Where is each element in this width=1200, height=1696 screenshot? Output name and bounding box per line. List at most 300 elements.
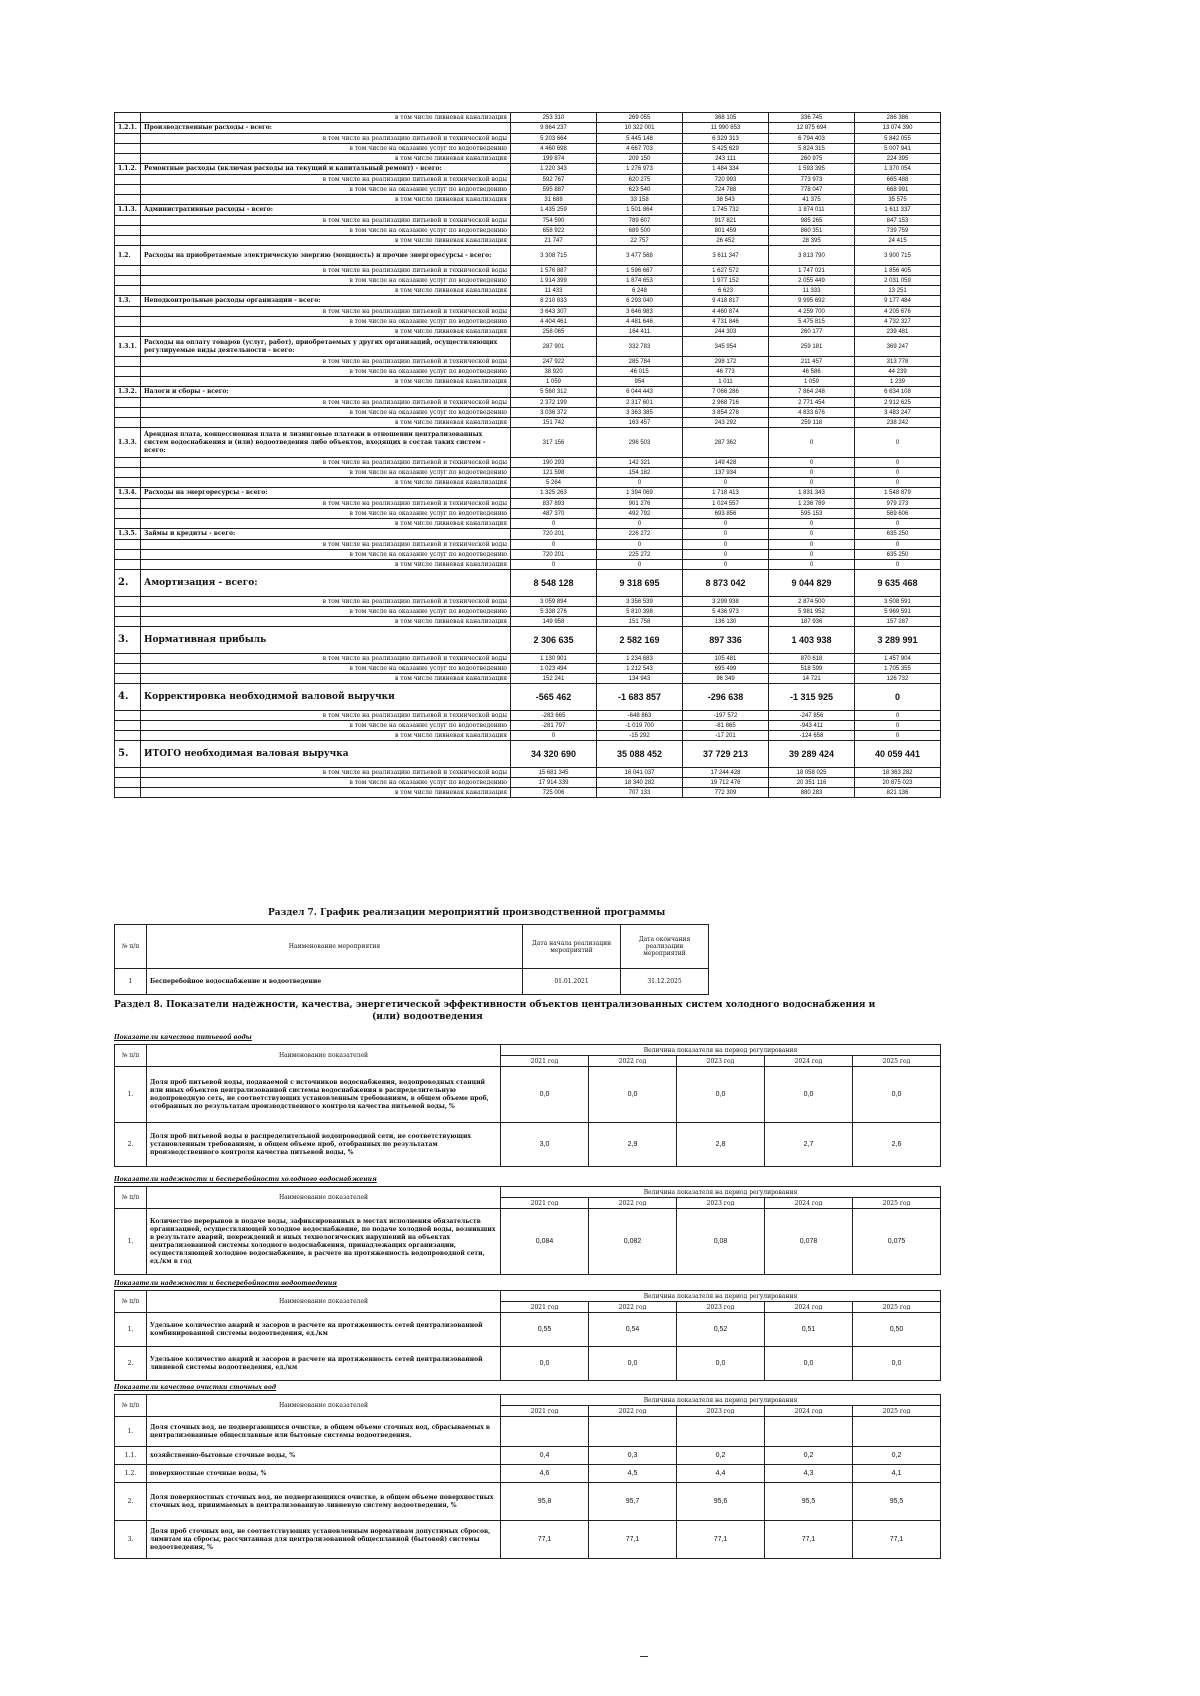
row-label: в том числе на реализацию питьевой и технической воды xyxy=(141,357,511,367)
row-label: ИТОГО необходимая валовая выручка xyxy=(141,741,511,768)
row-value: 3 363 385 xyxy=(597,408,683,418)
row-value: 1 745 732 xyxy=(683,205,769,216)
row-label: в том числе на реализацию питьевой и технической воды xyxy=(141,540,511,550)
indicator-value: 0,0 xyxy=(501,1347,589,1381)
indicator-value: 0,0 xyxy=(853,1067,941,1123)
section-header-row xyxy=(115,1187,941,1198)
row-value: 151 758 xyxy=(597,617,683,627)
finance-row xyxy=(115,398,941,408)
finance-row xyxy=(115,741,941,768)
row-value: 1 130 901 xyxy=(511,654,597,664)
row-value: 5 981 952 xyxy=(769,607,855,617)
finance-row xyxy=(115,684,941,711)
row-value: 1 501 864 xyxy=(597,205,683,216)
indicator-value: 4,6 xyxy=(501,1465,589,1483)
row-value: 5 969 591 xyxy=(855,607,941,617)
finance-row xyxy=(115,185,941,195)
row-value: 1 484 334 xyxy=(683,164,769,175)
indicator-num: 1.1. xyxy=(115,1447,147,1465)
row-code: 3. xyxy=(115,627,141,654)
row-label: в том числе на оказание услуг по водоотведению xyxy=(141,144,511,154)
row-code: 5. xyxy=(115,741,141,768)
quality-water-title: Показатели качества питьевой воды xyxy=(114,1034,252,1041)
indicator-value xyxy=(501,1417,589,1447)
row-value: 4 404 461 xyxy=(511,317,597,327)
row-value: 789 607 xyxy=(597,216,683,226)
row-value: 4 460 698 xyxy=(511,144,597,154)
finance-row xyxy=(115,226,941,236)
row-value: 9 318 695 xyxy=(597,570,683,597)
row-value: 5 264 xyxy=(511,478,597,488)
row-value: 9 635 468 xyxy=(855,570,941,597)
row-value: 0 xyxy=(855,684,941,711)
row-value: 739 759 xyxy=(855,226,941,236)
row-value: 17 914 339 xyxy=(511,778,597,788)
row-code xyxy=(115,597,141,607)
row-value: 518 599 xyxy=(769,664,855,674)
row-value: 569 606 xyxy=(855,509,941,519)
finance-row xyxy=(115,307,941,317)
indicator-value: 0,082 xyxy=(589,1209,677,1275)
finance-row xyxy=(115,246,941,266)
row-value: 1 627 572 xyxy=(683,266,769,276)
row-value: 0 xyxy=(511,519,597,529)
row-value: 258 065 xyxy=(511,327,597,337)
row-value: 20 875 023 xyxy=(855,778,941,788)
row-label: в том числе на оказание услуг по водоотведению xyxy=(141,664,511,674)
row-code xyxy=(115,113,141,123)
row-label: в том числе на реализацию питьевой и технической воды xyxy=(141,266,511,276)
group-header: Величина показателя на период регулирования xyxy=(501,1045,941,1056)
row-value: -1 683 857 xyxy=(597,684,683,711)
row-value: 0 xyxy=(855,468,941,478)
finance-row xyxy=(115,607,941,617)
row-value: 1 370 054 xyxy=(855,164,941,175)
row-label: в том числе на оказание услуг по водоотведению xyxy=(141,276,511,286)
row-value: 0 xyxy=(769,560,855,570)
row-label: Административные расходы - всего: xyxy=(141,205,511,216)
finance-row xyxy=(115,519,941,529)
row-value: 164 411 xyxy=(597,327,683,337)
row-value: 2 372 199 xyxy=(511,398,597,408)
row-value: 1 977 152 xyxy=(683,276,769,286)
row-value: 3 289 991 xyxy=(855,627,941,654)
finance-row xyxy=(115,408,941,418)
row-label: в том числе на оказание услуг по водоотведению xyxy=(141,185,511,195)
indicator-row xyxy=(115,1521,941,1559)
row-code xyxy=(115,664,141,674)
row-value: 5 338 276 xyxy=(511,607,597,617)
row-code xyxy=(115,560,141,570)
row-value: 149 958 xyxy=(511,617,597,627)
year-header: 2022 год xyxy=(589,1406,677,1417)
row-value: 917 821 xyxy=(683,216,769,226)
finance-row xyxy=(115,711,941,721)
row-code xyxy=(115,617,141,627)
row-label: в том числе ливневая канализация xyxy=(141,113,511,123)
row-value: 1 435 259 xyxy=(511,205,597,216)
indicator-value: 0,50 xyxy=(853,1313,941,1347)
row-label: в том числе ливневая канализация xyxy=(141,154,511,164)
row-label: в том числе на реализацию питьевой и технической воды xyxy=(141,216,511,226)
indicator-value: 0,2 xyxy=(765,1447,853,1465)
finance-row xyxy=(115,144,941,154)
row-value: 3 813 790 xyxy=(769,246,855,266)
row-value: 151 742 xyxy=(511,418,597,428)
row-value: 18 058 025 xyxy=(769,768,855,778)
indicator-value: 4,4 xyxy=(677,1465,765,1483)
indicator-name: Доля проб питьевой воды в распределительной водопроводной сети, не соответствующих установленным требованиям, в общем объеме проб, отобранных по результатам производственного контроля качества питьевой воды, % xyxy=(147,1123,501,1167)
row-value: 1 011 xyxy=(683,377,769,387)
group-header: Величина показателя на период регулирования xyxy=(501,1291,941,1302)
row-value: 0 xyxy=(855,458,941,468)
indicator-value: 0,0 xyxy=(677,1347,765,1381)
row-value: 5 007 941 xyxy=(855,144,941,154)
row-value: 3 646 983 xyxy=(597,307,683,317)
row-code xyxy=(115,226,141,236)
row-code xyxy=(115,509,141,519)
row-value: 163 457 xyxy=(597,418,683,428)
indicator-value: 2,7 xyxy=(765,1123,853,1167)
row-value: 1 718 413 xyxy=(683,488,769,499)
row-value: 46 586 xyxy=(769,367,855,377)
row-value: 2 874 500 xyxy=(769,597,855,607)
year-header: 2023 год xyxy=(677,1406,765,1417)
row-value: 40 059 441 xyxy=(855,741,941,768)
row-value: 11 333 xyxy=(769,286,855,296)
row-value: 37 729 213 xyxy=(683,741,769,768)
finance-row xyxy=(115,654,941,664)
indicator-num: 1. xyxy=(115,1209,147,1275)
sched-row-end: 31.12.2025 xyxy=(621,969,709,995)
row-value: 41 375 xyxy=(769,195,855,205)
row-value: 5 475 815 xyxy=(769,317,855,327)
indicator-row xyxy=(115,1123,941,1167)
row-value: 3 059 894 xyxy=(511,597,597,607)
row-code xyxy=(115,468,141,478)
row-value: 13 251 xyxy=(855,286,941,296)
row-value: 226 272 xyxy=(597,529,683,540)
row-code xyxy=(115,286,141,296)
indicator-value: 0,0 xyxy=(765,1067,853,1123)
row-code: 2. xyxy=(115,570,141,597)
row-value: 8 548 128 xyxy=(511,570,597,597)
indicator-value: 0,075 xyxy=(853,1209,941,1275)
row-label: Ремонтные расходы (включая расходы на текущий и капитальный ремонт) - всего: xyxy=(141,164,511,175)
indicator-num: 2. xyxy=(115,1123,147,1167)
sched-row-num: 1 xyxy=(115,969,147,995)
row-value: 0 xyxy=(769,519,855,529)
row-value: 4 667 703 xyxy=(597,144,683,154)
finance-row xyxy=(115,768,941,778)
col-name-header: Наименование показателей xyxy=(147,1291,501,1313)
row-value: 720 993 xyxy=(683,175,769,185)
row-label: в том числе ливневая канализация xyxy=(141,560,511,570)
row-value: 243 292 xyxy=(683,418,769,428)
indicator-num: 2. xyxy=(115,1347,147,1381)
row-value: 0 xyxy=(597,478,683,488)
finance-row xyxy=(115,721,941,731)
sched-header-num: № п/п xyxy=(115,925,147,969)
section-header-row xyxy=(115,1045,941,1056)
indicator-num: 1. xyxy=(115,1067,147,1123)
row-value: 897 336 xyxy=(683,627,769,654)
indicator-row xyxy=(115,1209,941,1275)
year-header: 2021 год xyxy=(501,1302,589,1313)
finance-row xyxy=(115,731,941,741)
row-code xyxy=(115,216,141,226)
row-value: 3 308 715 xyxy=(511,246,597,266)
row-value: 0 xyxy=(769,468,855,478)
row-code xyxy=(115,550,141,560)
row-value: 592 767 xyxy=(511,175,597,185)
indicator-row xyxy=(115,1483,941,1521)
row-value: 15 681 345 xyxy=(511,768,597,778)
finance-row xyxy=(115,418,941,428)
row-value: 821 136 xyxy=(855,788,941,798)
row-code xyxy=(115,327,141,337)
row-code xyxy=(115,768,141,778)
row-value: 13 074 390 xyxy=(855,123,941,134)
finance-row xyxy=(115,664,941,674)
row-value: 689 500 xyxy=(597,226,683,236)
row-code xyxy=(115,398,141,408)
row-value: 2 968 716 xyxy=(683,398,769,408)
row-value: 0 xyxy=(855,731,941,741)
section-header-row xyxy=(115,1395,941,1406)
row-value: 243 111 xyxy=(683,154,769,164)
row-code: 1.3.5. xyxy=(115,529,141,540)
row-code xyxy=(115,519,141,529)
row-value: 1 747 021 xyxy=(769,266,855,276)
row-value: -81 865 xyxy=(683,721,769,731)
row-label: в том числе ливневая канализация xyxy=(141,674,511,684)
row-value: 724 788 xyxy=(683,185,769,195)
row-value: 4 205 676 xyxy=(855,307,941,317)
row-code xyxy=(115,317,141,327)
row-code: 1.2. xyxy=(115,246,141,266)
indicator-value: 77,1 xyxy=(853,1521,941,1559)
row-value: 1 576 887 xyxy=(511,266,597,276)
row-label: в том числе ливневая канализация xyxy=(141,617,511,627)
row-code xyxy=(115,607,141,617)
row-value: 35 088 452 xyxy=(597,741,683,768)
section8-title-line1: Раздел 8. Показатели надежности, качества, энергетической эффективности объектов централизованных систем холодного водоснабжения и xyxy=(114,1000,876,1010)
row-value: 0 xyxy=(855,711,941,721)
indicator-name: Доля проб сточных вод, не соответствующих установленным нормативам допустимых сбросов, лимитам на сбросы, рассчитанная для централизованной общесплавной (бытовой) системы водоотведения, % xyxy=(147,1521,501,1559)
row-code: 1.3.3. xyxy=(115,428,141,458)
finance-row xyxy=(115,597,941,607)
row-value: 253 310 xyxy=(511,113,597,123)
row-value: 1 831 343 xyxy=(769,488,855,499)
row-code: 1.3.4. xyxy=(115,488,141,499)
finance-table xyxy=(114,112,941,798)
row-value: 17 244 428 xyxy=(683,768,769,778)
row-value: -197 572 xyxy=(683,711,769,721)
indicator-num: 1. xyxy=(115,1417,147,1447)
year-header: 2024 год xyxy=(765,1198,853,1209)
row-value: 134 943 xyxy=(597,674,683,684)
row-value: 0 xyxy=(855,560,941,570)
row-value: -1 315 925 xyxy=(769,684,855,711)
finance-row xyxy=(115,778,941,788)
row-label: Нормативная прибыль xyxy=(141,627,511,654)
row-label: в том числе на оказание услуг по водоотведению xyxy=(141,509,511,519)
indicator-row xyxy=(115,1447,941,1465)
row-label: в том числе на оказание услуг по водоотведению xyxy=(141,550,511,560)
finance-row xyxy=(115,154,941,164)
indicator-value: 0,0 xyxy=(589,1347,677,1381)
row-value: 0 xyxy=(855,478,941,488)
row-value: 0 xyxy=(683,478,769,488)
row-code xyxy=(115,721,141,731)
row-value: 121 598 xyxy=(511,468,597,478)
row-label: Амортизация - всего: xyxy=(141,570,511,597)
finance-row xyxy=(115,357,941,367)
row-value: 1 548 879 xyxy=(855,488,941,499)
row-value: 298 172 xyxy=(683,357,769,367)
row-code xyxy=(115,458,141,468)
row-value: 259 181 xyxy=(769,337,855,357)
indicator-value: 0,2 xyxy=(677,1447,765,1465)
row-code xyxy=(115,175,141,185)
row-value: 9 044 829 xyxy=(769,570,855,597)
row-value: 286 386 xyxy=(855,113,941,123)
row-value: 9 177 484 xyxy=(855,296,941,307)
group-header: Величина показателя на период регулирования xyxy=(501,1187,941,1198)
row-value: -15 292 xyxy=(597,731,683,741)
row-code xyxy=(115,731,141,741)
finance-row xyxy=(115,617,941,627)
row-value: 773 973 xyxy=(769,175,855,185)
row-value: 12 875 694 xyxy=(769,123,855,134)
row-code xyxy=(115,711,141,721)
indicator-value: 0,0 xyxy=(853,1347,941,1381)
row-value: 209 150 xyxy=(597,154,683,164)
col-num-header: № п/п xyxy=(115,1045,147,1067)
indicator-name: Доля проб питьевой воды, подаваемой с источников водоснабжения, водопроводных станций или иных объектов централизованной системы водоснабжения в распределительную водопроводную сеть, не соответствующих установленным требованиям, в общем объеме проб, отобранных по результатам производственного контроля качества питьевой воды, % xyxy=(147,1067,501,1123)
row-code xyxy=(115,236,141,246)
row-value: 1 059 xyxy=(769,377,855,387)
row-label: в том числе ливневая канализация xyxy=(141,788,511,798)
row-code xyxy=(115,377,141,387)
finance-row xyxy=(115,296,941,307)
row-value: 20 351 116 xyxy=(769,778,855,788)
row-value: 5 425 629 xyxy=(683,144,769,154)
sched-row-name: Бесперебойное водоснабжение и водоотведение xyxy=(147,969,523,995)
indicator-value: 4,5 xyxy=(589,1465,677,1483)
row-value: 0 xyxy=(597,540,683,550)
finance-row xyxy=(115,113,941,123)
row-value: 142 321 xyxy=(597,458,683,468)
row-code: 1.3.2. xyxy=(115,387,141,398)
finance-row xyxy=(115,367,941,377)
row-label: в том числе ливневая канализация xyxy=(141,418,511,428)
year-header: 2023 год xyxy=(677,1056,765,1067)
row-value: 720 201 xyxy=(511,550,597,560)
row-value: 6 293 040 xyxy=(597,296,683,307)
indicator-row xyxy=(115,1417,941,1447)
row-value: 0 xyxy=(855,540,941,550)
row-value: 9 995 692 xyxy=(769,296,855,307)
row-code: 1.1.3. xyxy=(115,205,141,216)
finance-table-body xyxy=(115,113,941,798)
row-value: 3 483 247 xyxy=(855,408,941,418)
row-value: 665 488 xyxy=(855,175,941,185)
row-value: 199 874 xyxy=(511,154,597,164)
row-code: 1.2.1. xyxy=(115,123,141,134)
indicator-row xyxy=(115,1067,941,1123)
row-value: 0 xyxy=(597,519,683,529)
year-header: 2025 год xyxy=(853,1406,941,1417)
indicator-value xyxy=(765,1417,853,1447)
row-label: в том числе на реализацию питьевой и технической воды xyxy=(141,597,511,607)
indicator-name: хозяйственно-бытовые сточные воды, % xyxy=(147,1447,501,1465)
row-code: 1.1.2. xyxy=(115,164,141,175)
row-value: 860 351 xyxy=(769,226,855,236)
indicator-name: Доля поверхностных сточных вод, не подвергающихся очистке, в общем объеме поверхностных сточных вод, принимаемых в централизованную ливневую систему водоотведения, % xyxy=(147,1483,501,1521)
row-value: 6 329 313 xyxy=(683,134,769,144)
row-label: в том числе на оказание услуг по водоотведению xyxy=(141,226,511,236)
row-value: 0 xyxy=(511,560,597,570)
indicator-name: Удельное количество аварий и засоров в расчете на протяженность сетей централизованной комбинированной системы водоотведения, ед./км xyxy=(147,1313,501,1347)
row-value: 6 044 443 xyxy=(597,387,683,398)
row-label: в том числе ливневая канализация xyxy=(141,519,511,529)
finance-row xyxy=(115,560,941,570)
row-value: 11 990 853 xyxy=(683,123,769,134)
row-label: в том числе на реализацию питьевой и технической воды xyxy=(141,175,511,185)
row-value: 0 xyxy=(769,550,855,560)
row-label: в том числе на реализацию питьевой и технической воды xyxy=(141,654,511,664)
row-code xyxy=(115,195,141,205)
group-header: Величина показателя на период регулирования xyxy=(501,1395,941,1406)
row-value: 244 303 xyxy=(683,327,769,337)
year-header: 2025 год xyxy=(853,1198,941,1209)
row-label: в том числе ливневая канализация xyxy=(141,327,511,337)
row-code xyxy=(115,778,141,788)
row-label: Корректировка необходимой валовой выручки xyxy=(141,684,511,711)
row-value: 287 362 xyxy=(683,428,769,458)
row-value: 595 153 xyxy=(769,509,855,519)
finance-row xyxy=(115,205,941,216)
row-value: 847 153 xyxy=(855,216,941,226)
reliability-water-table xyxy=(114,1186,941,1275)
row-value: 985 265 xyxy=(769,216,855,226)
row-value: 46 015 xyxy=(597,367,683,377)
row-value: 5 560 312 xyxy=(511,387,597,398)
row-value: 0 xyxy=(855,721,941,731)
year-header: 2021 год xyxy=(501,1056,589,1067)
col-num-header: № п/п xyxy=(115,1395,147,1417)
finance-row xyxy=(115,286,941,296)
row-value: 3 299 938 xyxy=(683,597,769,607)
finance-row xyxy=(115,327,941,337)
row-value: 22 757 xyxy=(597,236,683,246)
row-value: 154 182 xyxy=(597,468,683,478)
indicator-value: 3,0 xyxy=(501,1123,589,1167)
row-value: 3 356 539 xyxy=(597,597,683,607)
page-footer-dash xyxy=(640,1656,648,1657)
indicator-value: 2,6 xyxy=(853,1123,941,1167)
finance-row xyxy=(115,164,941,175)
row-label: в том числе ливневая канализация xyxy=(141,478,511,488)
indicator-value: 77,1 xyxy=(501,1521,589,1559)
indicator-value: 0,52 xyxy=(677,1313,765,1347)
indicator-value: 77,1 xyxy=(677,1521,765,1559)
row-value: 1 325 263 xyxy=(511,488,597,499)
row-value: 4 481 646 xyxy=(597,317,683,327)
row-label: в том числе на оказание услуг по водоотведению xyxy=(141,778,511,788)
